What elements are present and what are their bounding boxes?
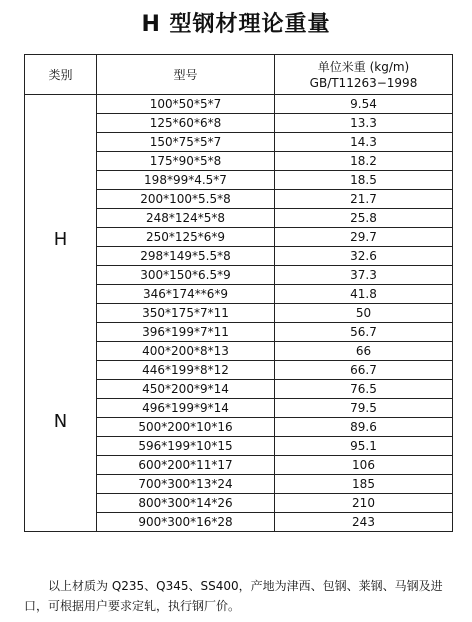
header-weight-standard: GB/T11263−1998	[309, 75, 418, 90]
weight-cell: 32.6	[275, 247, 453, 266]
weight-cell: 95.1	[275, 437, 453, 456]
weight-cell: 18.5	[275, 171, 453, 190]
weight-cell: 13.3	[275, 114, 453, 133]
weight-cell: 89.6	[275, 418, 453, 437]
weight-cell: 185	[275, 475, 453, 494]
model-cell: 150*75*5*7	[97, 133, 275, 152]
weight-cell: 18.2	[275, 152, 453, 171]
weight-cell: 50	[275, 304, 453, 323]
model-cell: 198*99*4.5*7	[97, 171, 275, 190]
model-cell: 248*124*5*8	[97, 209, 275, 228]
table-row	[25, 95, 453, 114]
weight-cell: 21.7	[275, 190, 453, 209]
model-cell: 800*300*14*26	[97, 494, 275, 513]
weight-cell: 41.8	[275, 285, 453, 304]
model-cell: 298*149*5.5*8	[97, 247, 275, 266]
model-cell: 250*125*6*9	[97, 228, 275, 247]
weight-cell: 66	[275, 342, 453, 361]
footnote: 以上材质为 Q235、Q345、SS400，产地为津西、包钢、莱钢、马钢及进口，可根据用户要求定轧，执行钢厂价。	[24, 579, 443, 613]
model-cell: 596*199*10*15	[97, 437, 275, 456]
model-cell: 900*300*16*28	[97, 513, 275, 532]
header-weight	[275, 55, 453, 95]
model-cell: 346*174**6*9	[97, 285, 275, 304]
model-cell: 500*200*10*16	[97, 418, 275, 437]
model-cell: 200*100*5.5*8	[97, 190, 275, 209]
weight-cell: 29.7	[275, 228, 453, 247]
model-cell: 700*300*13*24	[97, 475, 275, 494]
weight-cell: 56.7	[275, 323, 453, 342]
category-cell	[25, 95, 97, 532]
weight-cell: 25.8	[275, 209, 453, 228]
model-cell: 350*175*7*11	[97, 304, 275, 323]
model-cell: 450*200*9*14	[97, 380, 275, 399]
model-cell: 446*199*8*12	[97, 361, 275, 380]
model-cell: 400*200*8*13	[97, 342, 275, 361]
header-model: 型号	[97, 55, 275, 95]
page-title: H 型钢材理论重量	[141, 12, 331, 37]
model-cell: 496*199*9*14	[97, 399, 275, 418]
weight-table	[24, 54, 453, 532]
weight-cell: 243	[275, 513, 453, 532]
header-category: 类别	[25, 55, 97, 95]
header-weight-unit: 单位米重 (kg/m)	[317, 59, 410, 74]
model-cell: 175*90*5*8	[97, 152, 275, 171]
model-cell: 600*200*11*17	[97, 456, 275, 475]
table-header-row	[25, 55, 453, 95]
weight-cell: 106	[275, 456, 453, 475]
weight-cell: 37.3	[275, 266, 453, 285]
model-cell: 100*50*5*7	[97, 95, 275, 114]
weight-cell: 9.54	[275, 95, 453, 114]
model-cell: 125*60*6*8	[97, 114, 275, 133]
category-label-n: N	[53, 411, 68, 432]
weight-cell: 14.3	[275, 133, 453, 152]
weight-cell: 66.7	[275, 361, 453, 380]
category-label-h: H	[53, 229, 68, 250]
weight-cell: 76.5	[275, 380, 453, 399]
weight-cell: 210	[275, 494, 453, 513]
weight-cell: 79.5	[275, 399, 453, 418]
model-cell: 396*199*7*11	[97, 323, 275, 342]
model-cell: 300*150*6.5*9	[97, 266, 275, 285]
table-body	[25, 95, 453, 532]
